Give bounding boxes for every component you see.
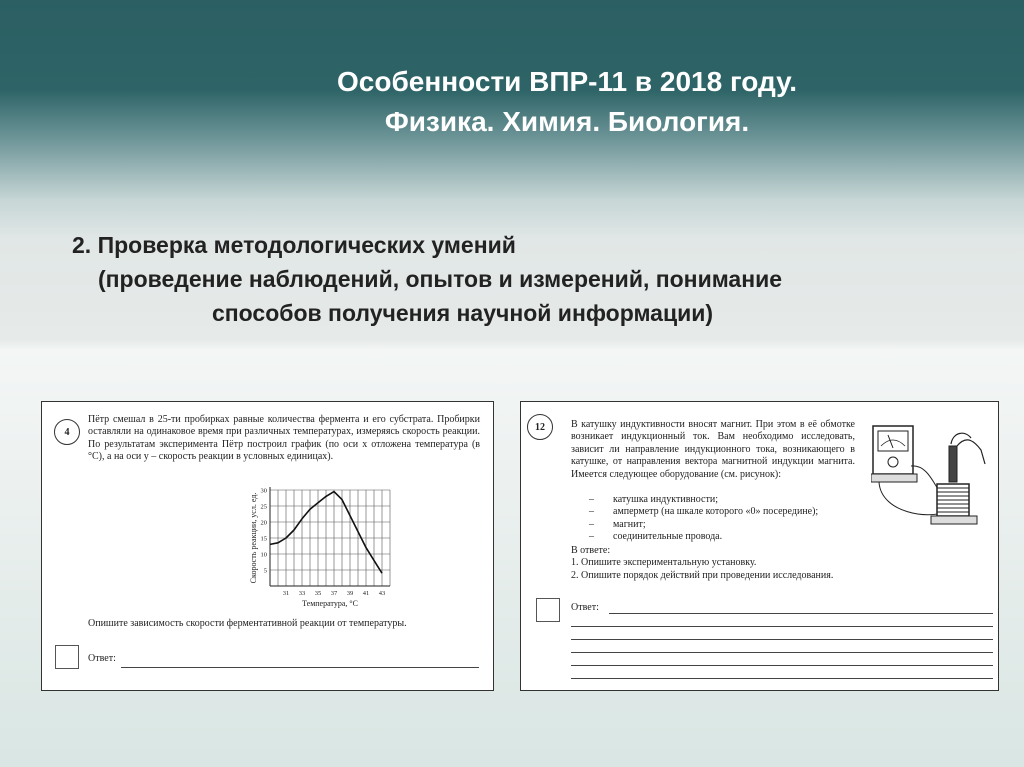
task-text: Пётр смешал в 25-ти пробирках равные количества фермента и его субстрата. Пробирки оставляли на одинаковое время при различных температурах, измеряясь скорость реакции. По результатам эксперимента Пётр построил график (по оси x отложена температура (в °С), а на оси y – скорость реакции в условных единицах). bbox=[88, 414, 480, 463]
step-2: 2. Опишите порядок действий при проведении исследования. bbox=[571, 569, 834, 581]
answer-label: Ответ: bbox=[88, 653, 116, 664]
answer-line[interactable] bbox=[571, 639, 993, 640]
y-tick-label: 30 bbox=[260, 487, 267, 495]
answer-line[interactable] bbox=[571, 652, 993, 653]
x-tick-label: 35 bbox=[314, 590, 322, 597]
task-number: 4 bbox=[54, 419, 80, 445]
task-intro: В катушку индуктивности вносят магнит. При этом в её обмотке возникает индукционный ток. Вам необходимо исследовать, зависит ли направление индукционного тока, возникающего в катушке, от направления вектора магнитной индукции магнита. Имеется следующее оборудование (см. рисунок): bbox=[571, 419, 855, 480]
y-tick-label: 20 bbox=[260, 519, 267, 527]
answer-line[interactable] bbox=[121, 667, 479, 668]
subtitle-line-1: 2. Проверка методологических умений bbox=[72, 232, 516, 258]
answer-box[interactable] bbox=[55, 645, 79, 669]
reaction-rate-chart bbox=[200, 480, 400, 610]
task-4-card bbox=[41, 401, 494, 691]
title-line-2: Физика. Химия. Биология. bbox=[384, 106, 750, 137]
in-answer-label: В ответе: bbox=[571, 545, 611, 556]
list-item: – амперметр (на шкале которого «0» посередине); bbox=[589, 506, 819, 518]
slide-title bbox=[0, 62, 1024, 142]
answer-line[interactable] bbox=[571, 626, 993, 627]
answer-instructions bbox=[571, 545, 833, 582]
title-line-1: Особенности ВПР-11 в 2018 году. bbox=[337, 66, 797, 97]
x-axis-label: Температура, °С bbox=[302, 599, 358, 608]
equipment-list bbox=[571, 494, 818, 544]
x-tick-label: 39 bbox=[346, 590, 354, 597]
x-tick-label: 41 bbox=[362, 590, 370, 597]
list-item: – соединительные провода. bbox=[589, 531, 723, 543]
x-tick-label: 31 bbox=[282, 590, 290, 597]
task-number: 12 bbox=[527, 414, 553, 440]
step-1: 1. Опишите экспериментальную установку. bbox=[571, 557, 757, 569]
answer-line[interactable] bbox=[571, 665, 993, 666]
subtitle-line-2: (проведение наблюдений, опытов и измерений, понимание bbox=[98, 266, 783, 292]
hand-icon bbox=[957, 440, 985, 464]
list-item: – магнит; bbox=[589, 518, 646, 530]
task-12-card bbox=[520, 401, 999, 691]
answer-line[interactable] bbox=[609, 613, 993, 614]
x-tick-label: 43 bbox=[378, 590, 386, 597]
task-question: Опишите зависимость скорости ферментативной реакции от температуры. bbox=[88, 618, 407, 629]
magnet-icon bbox=[949, 446, 957, 482]
answer-label: Ответ: bbox=[571, 602, 599, 613]
x-tick-label: 37 bbox=[330, 590, 338, 597]
y-tick-label: 25 bbox=[260, 503, 267, 511]
list-item: – катушка индуктивности; bbox=[589, 494, 718, 505]
y-tick-label: 10 bbox=[260, 551, 267, 559]
subtitle-line-3: способов получения научной информации) bbox=[212, 300, 714, 326]
y-axis-label: Скорость реакции, усл. ед. bbox=[249, 492, 258, 584]
answer-line[interactable] bbox=[571, 678, 993, 679]
x-tick-label: 33 bbox=[298, 590, 306, 597]
y-tick-label: 5 bbox=[263, 567, 267, 575]
answer-box[interactable] bbox=[536, 598, 560, 622]
apparatus-illustration bbox=[871, 424, 989, 529]
y-tick-label: 15 bbox=[260, 535, 267, 543]
